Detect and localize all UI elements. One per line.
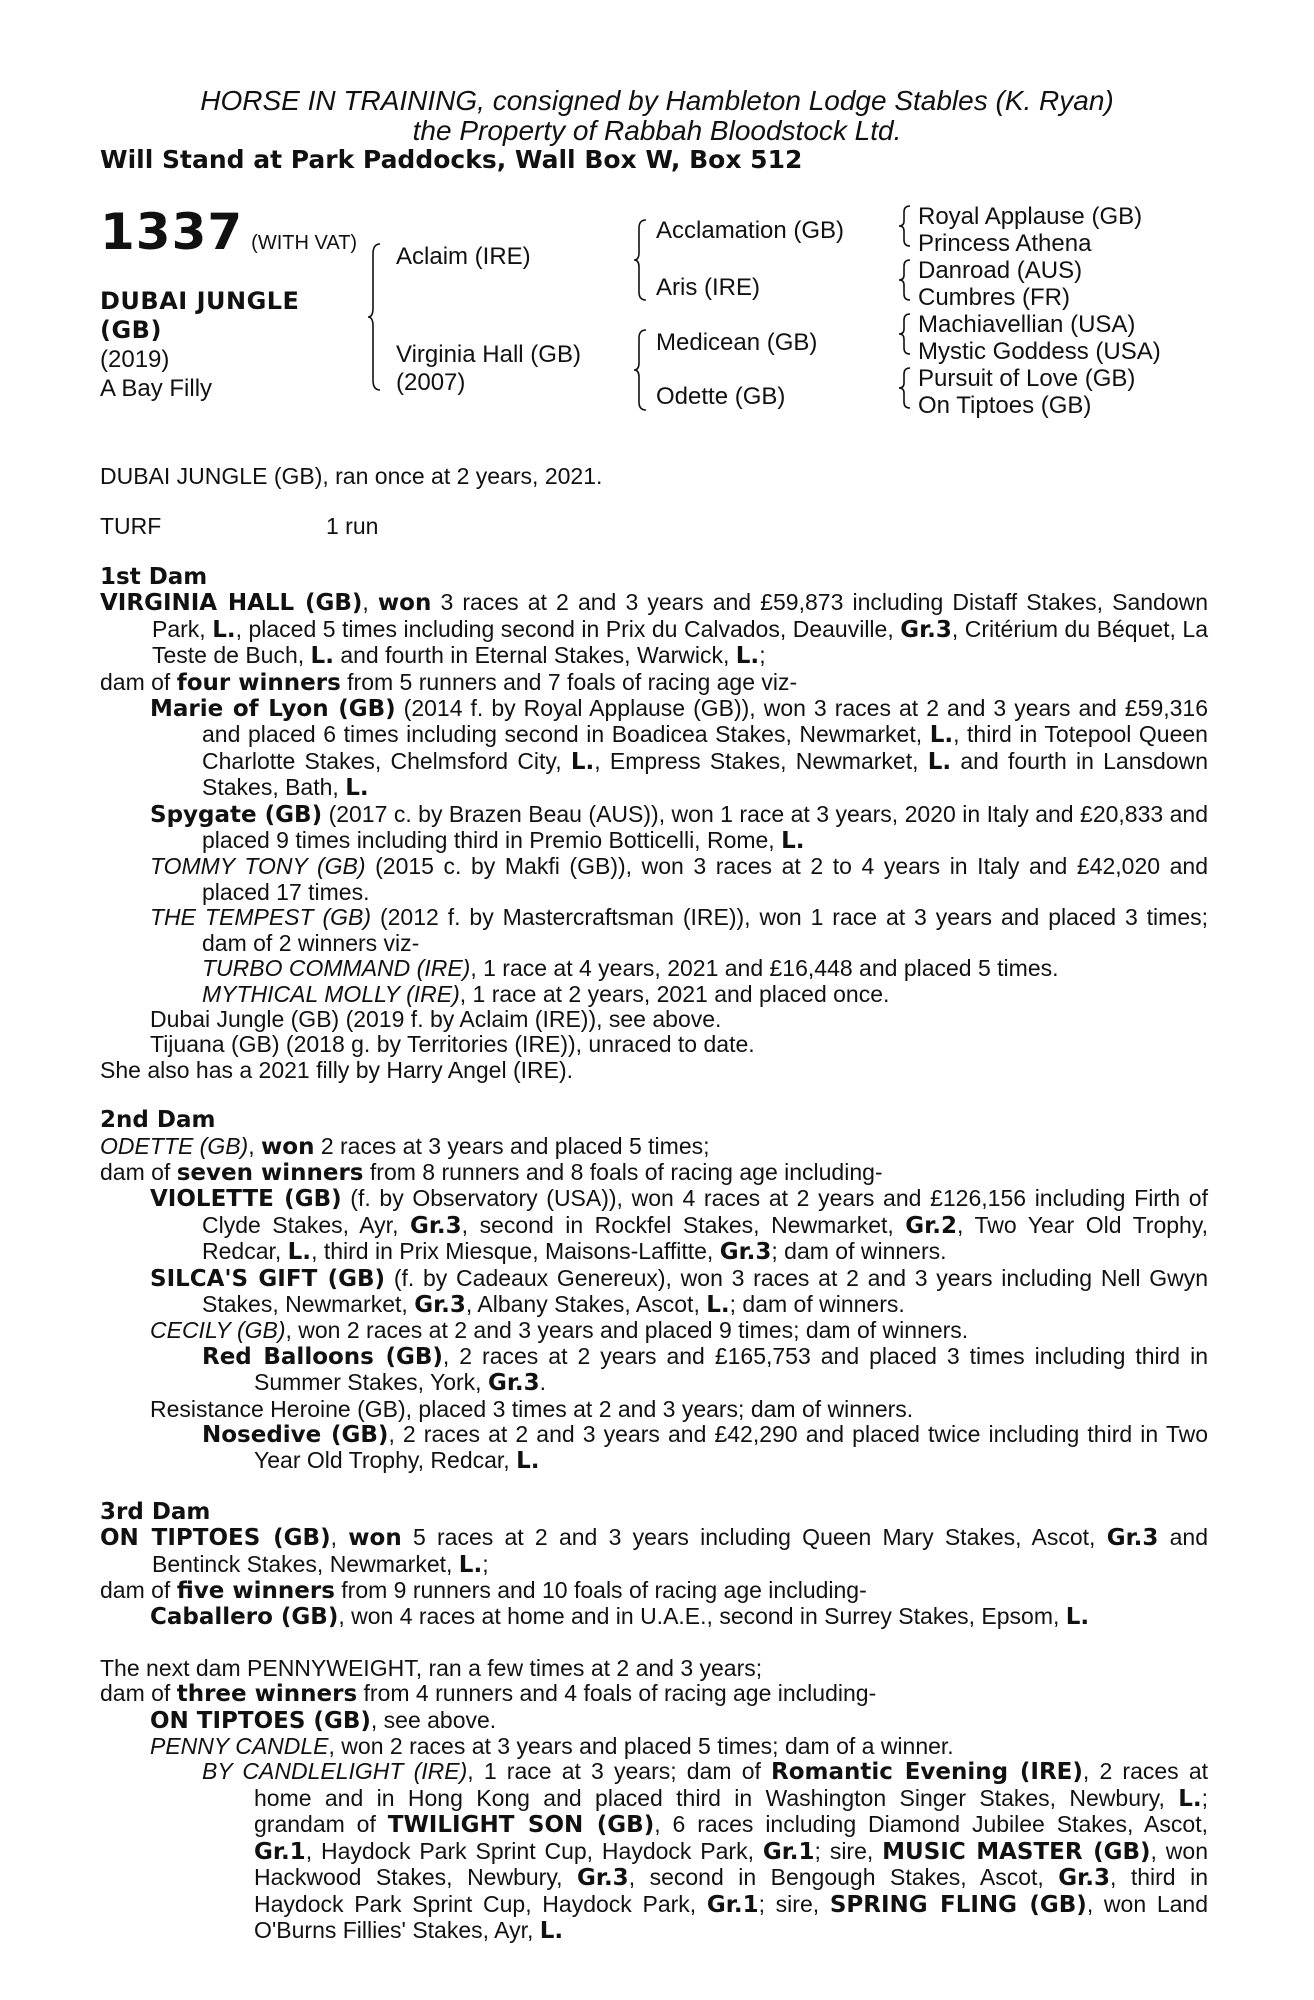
- stand-location: Will Stand at Park Paddocks, Wall Box W, Box 512: [100, 145, 803, 174]
- horse-country: (GB): [100, 316, 162, 344]
- produce-caballero: Caballero (GB), won 4 races at home and in U.A.E., second in Surrey Stakes, Epsom, L.: [150, 1603, 1090, 1631]
- pedigree-dam-year: (2007): [396, 369, 466, 396]
- race-record-summary: DUBAI JUNGLE (GB), ran once at 2 years, 2021.: [100, 463, 603, 489]
- produce-the-tempest: THE TEMPEST (GB) (2012 f. by Mastercraftsman (IRE)), won 1 race at 3 years and placed 3 times; dam of 2 winners viz-: [150, 904, 1209, 956]
- lot-header: [100, 203, 357, 261]
- produce-penny-candle: PENNY CANDLE, won 2 races at 3 years and placed 5 times; dam of a winner.: [150, 1733, 954, 1760]
- pedigree-dam-sire: Medicean (GB): [656, 329, 818, 356]
- horse-info: [100, 287, 299, 403]
- produce-tijuana: Tijuana (GB) (2018 g. by Territories (IRE)), unraced to date.: [150, 1031, 755, 1058]
- horse-year: (2019): [100, 346, 170, 373]
- horse-name: DUBAI JUNGLE: [100, 287, 300, 315]
- third-dam-produce-summary: dam of five winners from 9 runners and 10 foals of racing age including-: [100, 1577, 867, 1605]
- produce-marie-of-lyon: Marie of Lyon (GB) (2014 f. by Royal Applause (GB)), won 3 races at 2 and 3 years and £59,316 and placed 6 times including second in Boadicea Stakes, Newmarket, L., third in Totepool Queen Charlotte Stakes, Chelmsford City, L., Empress Stakes, Newmarket, L. and fourth in Lansdown Stakes, Bath, L.: [150, 695, 1208, 802]
- third-dam-record: ON TIPTOES (GB), won 5 races at 2 and 3 years including Queen Mary Stakes, Ascot, Gr.3 and Bentinck Stakes, Newmarket, L.;: [100, 1524, 1209, 1578]
- produce-record: [100, 565, 1208, 1944]
- produce-violette: VIOLETTE (GB) (f. by Observatory (USA)), won 4 races at 2 years and £126,156 including Firth of Clyde Stakes, Ayr, Gr.3, second in Rockfel Stakes, Newmarket, Gr.2, Two Year Old Trophy, Redcar, L., third in Prix Miesque, Maisons-Laffitte, Gr.3; dam of winners.: [150, 1185, 1209, 1266]
- pedigree-sdd: Cumbres (FR): [918, 284, 1071, 311]
- pedigree-dam-dam: Odette (GB): [656, 383, 786, 410]
- pedigree-sss: Royal Applause (GB): [918, 203, 1143, 230]
- pedigree-brace-sire: [634, 218, 648, 302]
- pedigree-sire-dam: Aris (IRE): [656, 274, 760, 301]
- pedigree-sire: Aclaim (IRE): [396, 243, 531, 270]
- first-dam-record: VIRGINIA HALL (GB), won 3 races at 2 and 3 years and £59,873 including Distaff Stakes, Sandown Park, L., placed 5 times including second in Prix du Calvados, Deauville, Gr.3, Critérium du Béquet, La Teste de Buch, L. and fourth in Eternal Stakes, Warwick, L.;: [100, 589, 1209, 670]
- pedigree-brace-gen1: [368, 242, 382, 392]
- produce-red-balloons: Red Balloons (GB), 2 races at 2 years and £165,753 and placed 3 times including third in Summer Stakes, York, Gr.3.: [202, 1342, 1208, 1397]
- pedigree-ddd: On Tiptoes (GB): [918, 392, 1092, 419]
- fourth-dam-produce-summary: dam of three winners from 4 runners and 4 foals of racing age including-: [100, 1680, 877, 1708]
- horse-description: A Bay Filly: [100, 375, 213, 402]
- pedigree-brace-g3-2: [898, 258, 912, 302]
- pedigree-brace-dam: [634, 328, 648, 412]
- surface-label: TURF: [100, 513, 162, 539]
- produce-2021-filly: She also has a 2021 filly by Harry Angel (IRE).: [100, 1056, 574, 1083]
- produce-resistance-heroine: Resistance Heroine (GB), placed 3 times at 2 and 3 years; dam of winners.: [150, 1395, 914, 1422]
- surface-record: [100, 514, 1208, 539]
- consignor-line: HORSE IN TRAINING, consigned by Hambleton Lodge Stables (K. Ryan): [200, 85, 1114, 116]
- first-dam-produce-summary: dam of four winners from 5 runners and 7 foals of racing age viz-: [100, 668, 798, 696]
- produce-dubai-jungle: Dubai Jungle (GB) (2019 f. by Aclaim (IRE)), see above.: [150, 1005, 722, 1032]
- second-dam-record: ODETTE (GB), won 2 races at 3 years and placed 5 times;: [100, 1132, 710, 1160]
- pedigree-dam: Virginia Hall (GB): [396, 341, 581, 368]
- pedigree-sds: Danroad (AUS): [918, 257, 1083, 284]
- fourth-dam-record: The next dam PENNYWEIGHT, ran a few times at 2 and 3 years;: [100, 1654, 763, 1681]
- pedigree-brace-g3-3: [898, 312, 912, 356]
- produce-turbo-command: TURBO COMMAND (IRE), 1 race at 4 years, 2021 and £16,448 and placed 5 times.: [202, 955, 1059, 982]
- pedigree-dds: Pursuit of Love (GB): [918, 365, 1136, 392]
- pedigree-brace-g3-4: [898, 366, 912, 410]
- lot-number: 1337: [100, 203, 244, 261]
- owner-line: the Property of Rabbah Bloodstock Ltd.: [412, 115, 902, 146]
- second-dam-produce-summary: dam of seven winners from 8 runners and 8 foals of racing age including-: [100, 1158, 883, 1186]
- produce-by-candlelight: BY CANDLELIGHT (IRE), 1 race at 3 years; dam of Romantic Evening (IRE), 2 races at home and in Hong Kong and placed third in Washington Singer Stakes, Newbury, L.; grandam of TWILIGHT SON (GB), 6 races including Diamond Jubilee Stakes, Ascot, Gr.1, Haydock Park Sprint Cup, Haydock Park, Gr.1; sire, MUSIC MASTER (GB), won Hackwood Stakes, Newbury, Gr.3, second in Bengough Stakes, Ascot, Gr.3, third in Haydock Park Sprint Cup, Haydock Park, Gr.1; sire, SPRING FLING (GB), won Land O'Burns Fillies' Stakes, Ayr, L.: [202, 1758, 1209, 1944]
- pedigree-dsd: Mystic Goddess (USA): [918, 338, 1161, 365]
- produce-mythical-molly: MYTHICAL MOLLY (IRE), 1 race at 2 years, 2021 and placed once.: [202, 980, 890, 1007]
- produce-on-tiptoes: ON TIPTOES (GB), see above.: [150, 1706, 497, 1734]
- produce-cecily: CECILY (GB), won 2 races at 2 and 3 years and placed 9 times; dam of winners.: [150, 1317, 969, 1344]
- produce-tommy-tony: TOMMY TONY (GB) (2015 c. by Makfi (GB)), won 3 races at 2 to 4 years in Italy and £42,020 and placed 17 times.: [150, 853, 1208, 905]
- pedigree-dss: Machiavellian (USA): [918, 311, 1136, 338]
- produce-spygate: Spygate (GB) (2017 c. by Brazen Beau (AUS)), won 1 race at 3 years, 2020 in Italy and £20,833 and placed 9 times including third in Premio Botticelli, Rome, L.: [150, 800, 1208, 855]
- produce-silcas-gift: SILCA'S GIFT (GB) (f. by Cadeaux Genereux), won 3 races at 2 and 3 years including Nell Gwyn Stakes, Newmarket, Gr.3, Albany Stakes, Ascot, L.; dam of winners.: [150, 1264, 1208, 1318]
- second-dam-heading: 2nd Dam: [100, 1107, 216, 1134]
- first-dam-heading: 1st Dam: [100, 564, 208, 590]
- produce-nosedive: Nosedive (GB), 2 races at 2 and 3 years and £42,290 and placed twice including third in Two Year Old Trophy, Redcar, L.: [202, 1421, 1209, 1475]
- third-dam-heading: 3rd Dam: [100, 1498, 211, 1525]
- surface-runs: 1 run: [326, 513, 379, 539]
- pedigree-brace-g3-1: [898, 204, 912, 248]
- pedigree-ssd: Princess Athena: [918, 230, 1092, 257]
- pedigree-sire-sire: Acclamation (GB): [656, 217, 845, 244]
- vat-label: (WITH VAT): [251, 232, 358, 254]
